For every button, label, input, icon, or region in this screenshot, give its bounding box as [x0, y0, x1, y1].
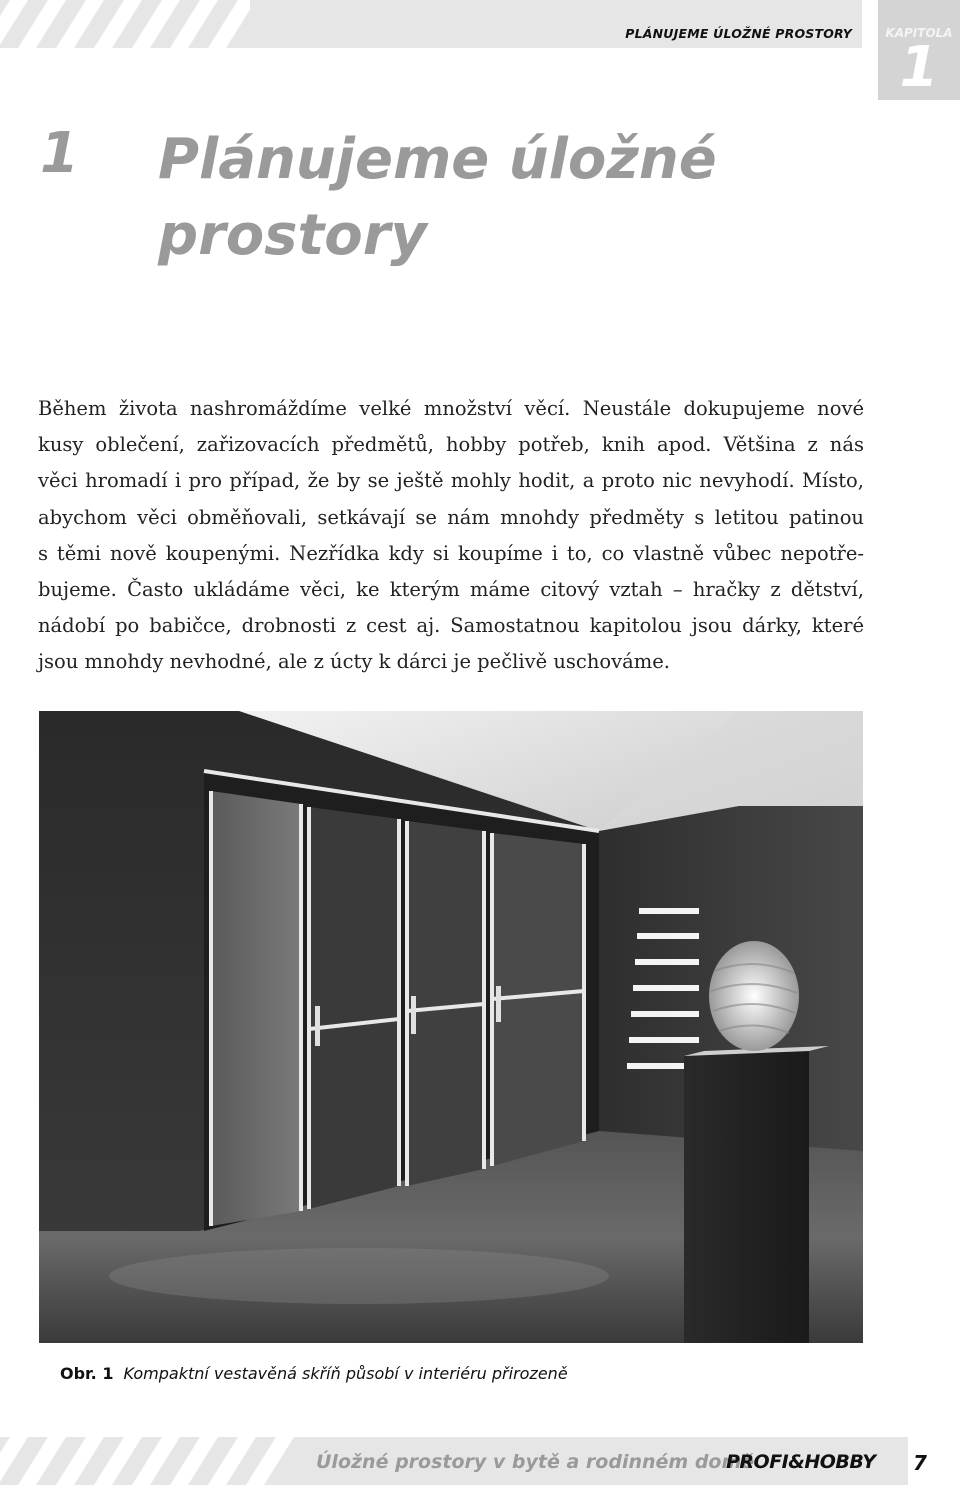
body-line: Během života nashromáždíme velké množství věcí. Neustále dokupujeme nové [38, 397, 864, 420]
chapter-tab-label: KAPITOLA [885, 26, 953, 40]
figure-label: Obr. 1 [60, 1364, 114, 1383]
figure-caption-text: Kompaktní vestavěná skříň působí v interiéru přirozeně [123, 1364, 568, 1383]
footer-brand-logo: PROFI&HOBBY [726, 1451, 876, 1473]
running-head: PLÁNUJEME ÚLOŽNÉ PROSTORY [625, 26, 852, 41]
body-line: nádobí po babičce, drobnosti z cest aj. Samostatnou kapitolou jsou dárky, které [38, 614, 864, 638]
chapter-tab-number: 1 [899, 35, 939, 100]
body-line: kusy oblečení, zařizovacích předmětů, hobby potřeb, knih apod. Většina z nás [38, 433, 864, 457]
interior-photo-illustration [39, 711, 863, 1343]
chapter-title-line-1: Plánujeme úložné [158, 127, 717, 192]
figure-caption [60, 1364, 568, 1383]
footer-book-title: Úložné prostory v bytě a rodinném domě [316, 1451, 755, 1473]
chapter-title-line-2: prostory [158, 203, 427, 268]
chapter-title [158, 122, 798, 274]
body-line: věci hromadí i pro případ, že by se ještě mohly hodit, a proto nic nevyhodí. Místo, [38, 469, 864, 493]
footer-stripes [0, 1437, 300, 1485]
body-line: bujeme. Často ukládáme věci, ke kterým máme citový vztah – hračky z dětství, [38, 577, 864, 601]
body-paragraph [38, 391, 864, 681]
body-line: abychom věci obměňovali, setkávají se nám mnohdy předměty s letitou patinou [38, 505, 864, 529]
page-number: 7 [913, 1451, 927, 1475]
figure-photo [39, 711, 863, 1343]
header-stripes [0, 0, 250, 48]
chapter-number: 1 [40, 121, 79, 186]
body-line: s těmi nově koupenými. Nezřídka kdy si koupíme i to, co vlastně vůbec nepotře- [38, 541, 864, 565]
body-line: jsou mnohdy nevhodné, ale z úcty k dárci je pečlivě uschováme. [38, 650, 671, 674]
